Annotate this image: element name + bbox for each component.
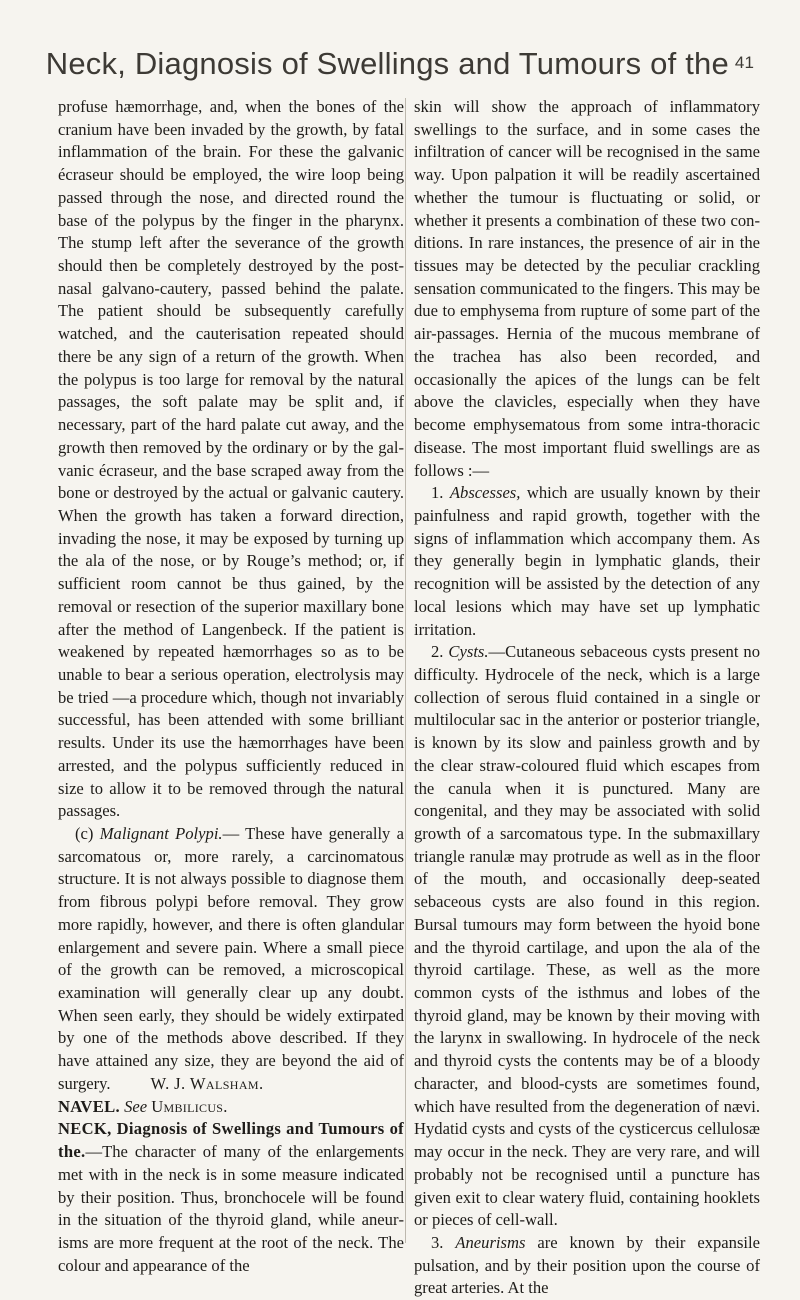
item-title: Cysts. (448, 642, 489, 662)
right-paragraph-skin: skin will show the approach of inflammatory swellings to the surface, and in some cases the infiltration of cancer will be recognised in the same way. Upon palpation it will be readily ascertained whether the tumour is fluctuating or solid, or whether it presents a combination of these two conditions. In rare instances, the presence of air in the tissues may be detected by the peculiar crackling sensation communicated to the fingers. This may be due to emphysema from rupture of some part of the air-passages. Hernia of the mucous membrane of the trachea has also been recorded, and occasionally the apices of the lungs can be felt above the clavicles, especially when they have become emphysematous from some intra-thoracic disease. The most important fluid swellings are as follows :— (414, 97, 760, 480)
item-abscesses (414, 482, 760, 641)
item-number: 2. (431, 642, 444, 662)
item-title: Aneurisms (455, 1232, 526, 1252)
item-number: 3. (431, 1232, 444, 1252)
running-head (0, 46, 800, 82)
running-head-title: Neck, Diagnosis of Swellings and Tumours of the (45, 46, 729, 81)
navel-see: See (124, 1096, 148, 1116)
item-cysts (414, 641, 760, 1232)
subsection-label: (c) (75, 824, 94, 843)
author-signature: W. J. Walsham. (150, 1073, 264, 1093)
malignant-polypi-paragraph (58, 823, 404, 1096)
left-column (58, 96, 404, 1277)
item-text: which are usually known by their painfulness and rapid growth, together with the signs of inflammation which accompany them. As they generally begin in lymphatic glands, their recognition will be assisted by the detection of any local lesions which may have set up lymphatic irritation. (414, 483, 760, 639)
item-number: 1. (431, 483, 444, 503)
right-column (414, 96, 760, 1300)
neck-headword: NECK, Diagnosis of Swellings and Tumours of the. (58, 1119, 404, 1162)
item-aneurisms (414, 1232, 760, 1300)
navel-cross-reference: Umbilicus. (151, 1096, 228, 1116)
subsection-title: Malignant Polypi. (99, 824, 223, 843)
subsection-text: — These have generally a sarcomatous or, more rarely, a carcinomatous structure. It is not always possible to diagnose them from fibrous polypi before removal. They grow more rapidly, however, and there is often glandular enlargement and severe pain. Where a small piece of the growth can be removed, a microscopical examination will generally clear up any doubt. When seen early, they should be widely extirpated by one of the methods above described. If they have attained any size, they are beyond the aid of surgery. (58, 824, 404, 1093)
neck-entry-text: —The character of many of the enlargements met with in the neck is in some measure indicated by their position. Thus, bronchocele will be found in the situation of the thyroid gland, while aneurisms are more frequent at the root of the neck. The colour and appearance of the (58, 1142, 404, 1275)
navel-entry (58, 1096, 404, 1119)
navel-headword: NAVEL. (58, 1096, 120, 1116)
neck-entry (58, 1118, 404, 1277)
left-paragraph-polypus-treatment: profuse hæmorrhage, and, when the bones of the cranium have been invaded by the growth, by fatal inflammation of the brain. For these the galvanic écraseur should be employed, the wire loop being passed through the nose, and directed round the base of the polypus by the finger in the pharynx. The stump left after the severance of the growth should then be completely destroyed by the post-nasal galvano-cautery, passed behind the palate. The patient should be subsequently carefully watched, and the cauterisation repeated should there be any sign of a return of the growth. When the polypus is too large for removal by the natural passages, the soft palate may be split and, if necessary, part of the hard palate cut away, and the growth then removed by the ordinary or by the galvanic écraseur, and the base scraped away from the bone or destroyed by the actual or galvanic cautery. When the growth has taken a forward direction, invading the nose, it may be exposed by turning up the ala of the nose, or by Rouge’s method; or, if sufficient room cannot be thus gained, by the removal or resection of the superior maxillary bone after the method of Langenbeck. If the patient is weakened by repeated hæmorrhages so as to be unable to bear a serious operation, electrolysis may be tried —a procedure which, though not invariably successful, has been attended with some brilliant results. Under its use the hæmorrhages have been arrested, and the polypus sufficiently reduced in size to allow it to be removed through the natural passages. (58, 97, 404, 821)
column-divider (405, 98, 406, 1243)
item-text: are known by their expansile pulsation, and by their position upon the course of great arteries. At the (414, 1232, 761, 1298)
item-title: Abscesses, (449, 483, 521, 503)
item-text: —Cutaneous sebaceous cysts present no difficulty. Hydrocele of the neck, which is a large collection of serous fluid contained in a single or multilocular sac in the anterior or posterior triangle, is known by its slow and painless growth and by the clear straw-coloured fluid which escapes from the canula when it is punctured. Many are congenital, and they may be associated with solid growth of a sarcomatous type. In the submaxillary triangle ranulæ may protrude as well as in the floor of the mouth, and occasionally deep-seated sebaceous cysts are also found in this region. Bursal tumours may form between the hyoid bone and the thyroid cartilage, and upon the ala of the thyroid cartilage. These, as well as the more common cysts of the isthmus and lobes of the thyroid gland, may be known by their moving with the larynx in swallowing. In hydrocele of the neck and thyroid cysts the contents may be of a bloody character, and blood-cysts are sometimes found, which have resulted from the degeneration of nævi. Hydatid cysts and cysts of the cysticercus cellulosæ may occur in the neck. They are very rare, and will probably not be recognised until a puncture has given exit to clear watery fluid, containing hooklets or pieces of cell-wall. (414, 642, 760, 1230)
page-number: 41 (734, 53, 755, 72)
